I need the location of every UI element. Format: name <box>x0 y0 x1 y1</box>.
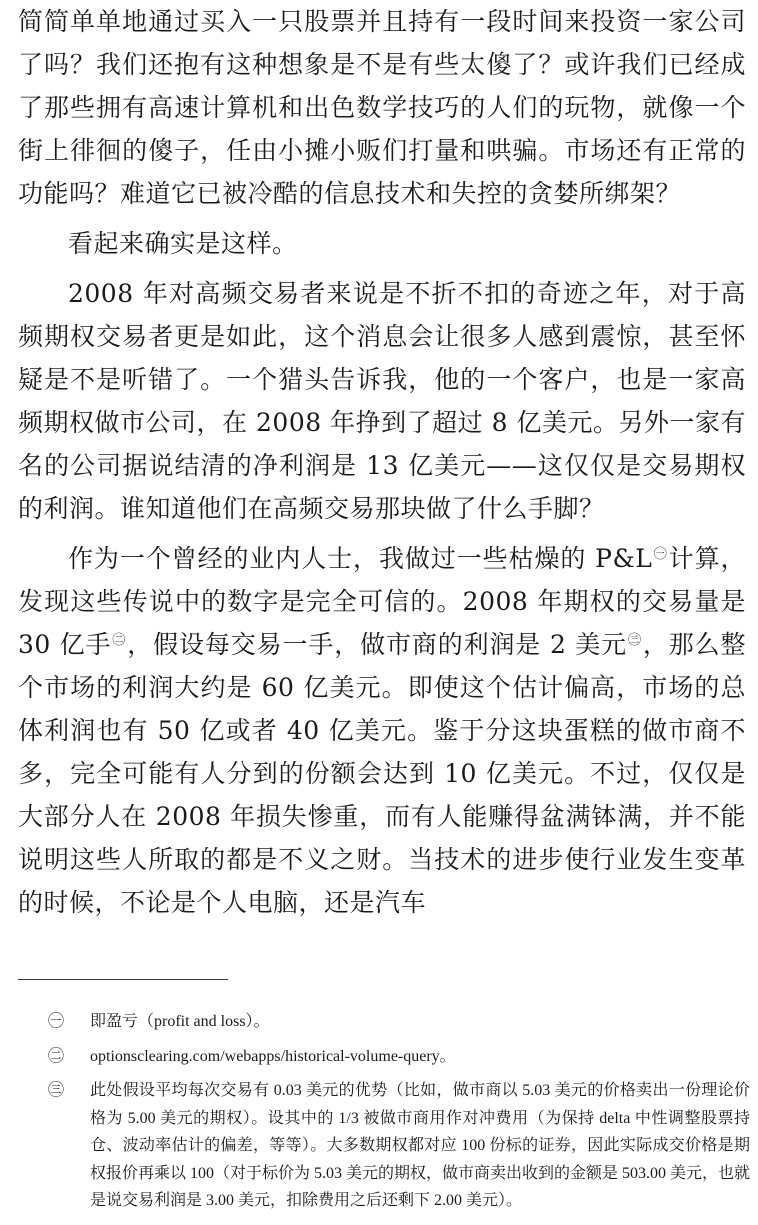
footnote-1-text: 即盈亏（profit and loss）。 <box>90 1013 270 1030</box>
footnote-1 <box>48 1008 750 1036</box>
main-text <box>18 0 746 924</box>
paragraph-2: 看起来确实是这样。 <box>68 229 298 258</box>
paragraph-4 <box>18 537 746 924</box>
paragraph-4-segment-2: 计算，发现这些传说中的数字是完全可信的。2008 年期权的交易量是 30 亿手 <box>18 544 746 659</box>
footnotes <box>48 1008 750 1215</box>
footnote-1-mark: ㊀ <box>48 1011 65 1030</box>
footnote-2-mark: ㊁ <box>48 1045 65 1065</box>
footnote-3-mark: ㊂ <box>48 1080 65 1099</box>
footnote-ref-3: ㊂ <box>627 632 642 648</box>
paragraph-1: 简简单单地通过买入一只股票并且持有一段时间来投资一家公司了吗？我们还抱有这种想象是不是有些太傻了？或许我们已经成了那些拥有高速计算机和出色数学技巧的人们的玩物，就像一个街上徘徊的傻子，任由小摊小贩们打量和哄骗。市场还有正常的功能吗？难道它已被冷酷的信息技术和失控的贪婪所绑架？ <box>18 7 746 208</box>
footnote-divider <box>18 979 228 980</box>
footnote-3 <box>48 1077 750 1215</box>
footnote-2-text: optionsclearing.com/webapps/historical-volume-query。 <box>90 1047 456 1065</box>
footnote-3-text: 此处假设平均每次交易有 0.03 美元的优势（比如，做市商以 5.03 美元的价格卖出一份理论价格为 5.00 美元的期权）。设其中的 1/3 被做市商用作对冲费用（为保持 delta 中性调整股票持仓、波动率估计的偏差，等等）。大多数期权都对应 100 份标的证券，因此实际成交价格是期权报价再乘以 100（对于标价为 5.03 美元的期权，做市商卖出收到的金额是 503.00 美元，也就是说交易利润是 3.00 美元，扣除费用之后还剩下 2.00 美元）。 <box>90 1082 751 1209</box>
paragraph-4-segment-4: ，那么整个市场的利润大约是 60 亿美元。即使这个估计偏高，市场的总体利润也有 50 亿或者 40 亿美元。鉴于分这块蛋糕的做市商不多，完全可能有人分到的份额会达到 10 亿美元。不过，仅仅是大部分人在 2008 年损失惨重，而有人能赚得盆满钵满，并不能说明这些人所取的都是不义之财。当技术的进步使行业发生变革的时候，不论是个人电脑，还是汽车 <box>18 630 746 917</box>
paragraph-3: 2008 年对高频交易者来说是不折不扣的奇迹之年，对于高频期权交易者更是如此，这个消息会让很多人感到震惊，甚至怀疑是不是听错了。一个猎头告诉我，他的一个客户，也是一家高频期权做市公司，在 2008 年挣到了超过 8 亿美元。另外一家有名的公司据说结清的净利润是 13 亿美元——这仅仅是交易期权的利润。谁知道他们在高频交易那块做了什么手脚？ <box>18 279 746 523</box>
paragraph-4-segment-1: 作为一个曾经的业内人士，我做过一些枯燥的 P&L <box>68 544 653 573</box>
footnote-ref-2: ㊁ <box>112 632 127 648</box>
paragraph-4-segment-3: ，假设每交易一手，做市商的利润是 2 美元 <box>127 630 627 659</box>
footnote-2 <box>48 1043 750 1071</box>
footnote-ref-1: ㊀ <box>653 546 668 562</box>
